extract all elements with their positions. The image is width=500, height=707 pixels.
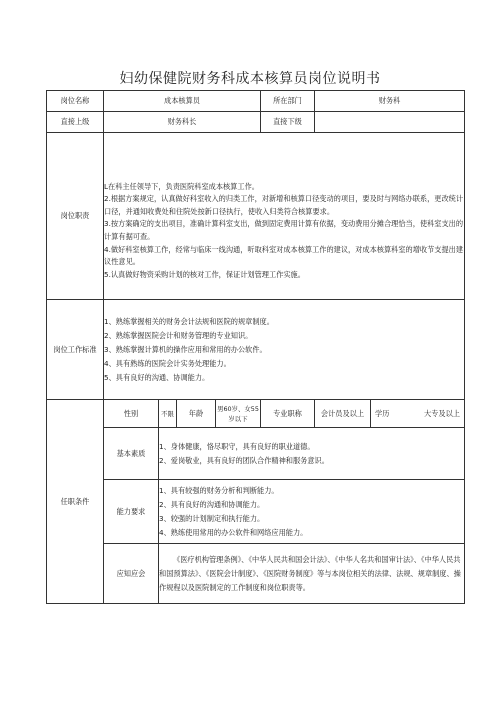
job-description-table — [46, 90, 465, 604]
standard-item: 3、熟练掌握计算机的操作应用和常用的办公软件。 — [104, 344, 267, 354]
basic-quality-label: 基本素质 — [104, 428, 159, 480]
edu-value: 大专及以上 — [424, 408, 460, 418]
subordinate-value — [315, 112, 465, 133]
ability-item: 4、熟练使用常用的办公软件和网络应用能力。 — [159, 527, 308, 537]
dept-label: 所在部门 — [261, 91, 315, 112]
duties-content — [104, 133, 465, 300]
duties-label: 岗位职责 — [47, 133, 104, 300]
post-name-value: 成本核算员 — [104, 91, 261, 112]
law-row — [47, 544, 465, 604]
ability-item: 3、较强的计划制定和执行能力。 — [159, 513, 265, 523]
superior-label: 直接上级 — [47, 112, 104, 133]
supervisor-row — [47, 112, 465, 133]
age-value: 男60岁、女55岁以下 — [216, 400, 261, 428]
law-label: 应知应会 — [104, 544, 159, 604]
superior-value: 财务科长 — [104, 112, 261, 133]
duty-item: 5.认真做好物资采购计划的核对工作，保证计划管理工作实施。 — [104, 269, 305, 279]
standard-item: 4、具有熟练的医院会计实务处理能力。 — [104, 358, 231, 368]
ability-content — [159, 480, 465, 544]
ability-item: 2、具有良好的沟通和协调能力。 — [159, 499, 265, 509]
ability-row — [47, 480, 465, 544]
dept-value: 财务科 — [315, 91, 465, 112]
basic-quality-content — [159, 428, 465, 480]
duty-item: L在科主任领导下，负责医院科室成本核算工作。 — [104, 181, 259, 191]
gender-label: 性别 — [104, 400, 159, 428]
title-value: 会计员及以上 — [315, 400, 371, 428]
title-label: 专业职称 — [261, 400, 315, 428]
edu-cell — [371, 400, 465, 428]
standards-content — [104, 300, 465, 400]
qualifications-label: 任职条件 — [47, 400, 104, 604]
standards-row — [47, 300, 465, 400]
standard-item: 1、熟练掌握相关的财务会计法规和医院的规章制度。 — [104, 316, 274, 326]
basic-quality-item: 2、爱岗敬业，具有良好的团队合作精神和服务意识。 — [159, 455, 329, 465]
basic-quality-row — [47, 428, 465, 480]
ability-label: 能力要求 — [104, 480, 159, 544]
duty-item: 2.根据方案规定，认真做好科室收入的归类工作，对新增和核算口径变动的项目，要及时与网络办联系，更改统计口径，并通知收费处和住院处按新口径执行，使收入归类符合核算要求。 — [104, 194, 464, 216]
header-row — [47, 91, 465, 112]
post-name-label: 岗位名称 — [47, 91, 104, 112]
subordinate-label: 直接下级 — [261, 112, 315, 133]
standards-label: 岗位工作标准 — [47, 300, 104, 400]
standard-item: 5、具有良好的沟通、协调能力。 — [104, 372, 210, 382]
duty-item: 4.做好科室核算工作，经常与临床一线沟通，听取科室对成本核算工作的建议，对成本核算科室的增收节支提出建议性意见。 — [104, 244, 464, 267]
gender-value: 不限 — [159, 400, 177, 428]
duties-row — [47, 133, 465, 300]
basic-quality-item: 1、身体健康，恪尽职守，具有良好的职业道德。 — [159, 441, 315, 451]
law-content: 《医疗机构管理条例》、《中华人民共和国会计法》、《中华人名共和国审计法》、《中华人民共和国预算法》、《医院会计制度》、《医院财务制度》等与本岗位相关的法律、法规、规章制度、操作规程以及医院制定的工作制度和岗位职责等。 — [159, 544, 465, 604]
ability-item: 1、具有较强的财务分析和判断能力。 — [159, 485, 279, 495]
age-label: 年龄 — [177, 400, 216, 428]
standard-item: 2、熟练掌握医院会计和财务管理的专业知识。 — [104, 330, 253, 340]
duty-item: 3.按方案确定的支出项目，准确计算科室支出，做到固定费用计算有依据，变动费用分摊合理恰当，使科室支出的计算有据可查。 — [104, 219, 464, 241]
basic-info-row — [47, 400, 465, 428]
edu-label: 学历 — [375, 408, 390, 418]
page-title: 妇幼保健院财务科成本核算员岗位说明书 — [119, 71, 381, 87]
